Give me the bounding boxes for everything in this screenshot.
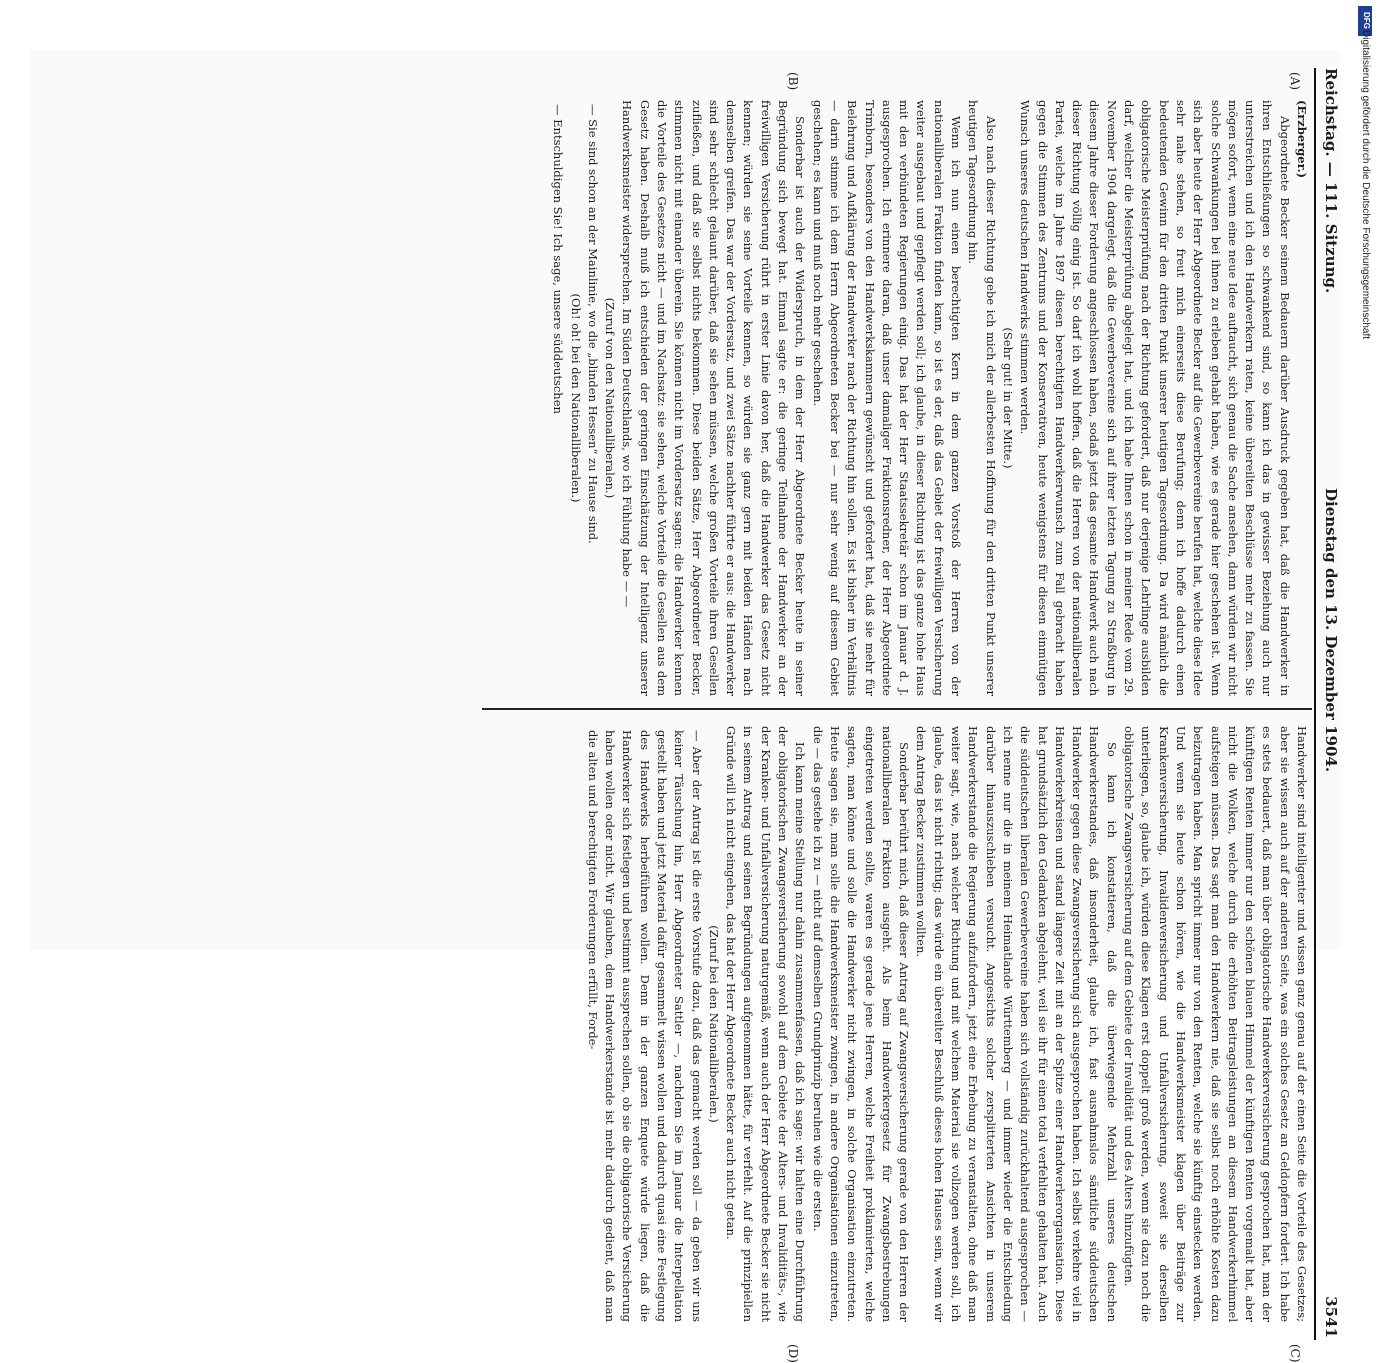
paragraph: Abgeordnete Becker seinem Bedauern darüber Ausdruck gegeben hat, daß die Handwerker in ihren Entschließungen so schwankend sind, so kann ich das in gewisser Beziehung auch nur unterstreichen und ich den Handwerkern raten, keine übereilten Beschlüsse mehr zu fassen. Sie mögen sofort, wenn eine neue Idee auftaucht, sich genau die Sache ansehen, dann würden wir nicht solche Schwankungen bei ihnen zu erleben gehabt haben, wie es gerade hier geschehen ist. Wenn sich aber heute der Herr Abgeordnete Becker auf die Gewerbevereine berufen hat, welche diese Idee sehr nahe stehen, so freut mich einerseits diese Berufung; denn ich hoffe dadurch einen bedeutenden Gewinn für den dritten Punkt unserer heutigen Tagesordnung. Da wird nämlich die obligatorische Meisterprüfung nach der Richtung gefordert, daß nur derjenige Lehrlinge ausbilden darf, welcher die Meisterprüfung abgelegt hat, und ich habe Ihnen schon in meiner Rede vom 29. November 1904 dargelegt, daß die Gewerbevereine sich auf ihrer letzten Tagung zu Straßburg in diesem Jahre dieser Forderung angeschlossen haben, sodaß jetzt das gesamte Handwerk auch nach dieser Richtung völlig einig ist. So darf ich wohl hoffen, daß die Herren von der nationalliberalen Partei, welche im Jahre 1897 diesen berechtigten Handwerkerwunsch zum Fall gebracht haben gegen die Stimmen des Zentrums und der Konservativen, heute wenigstens für diesen einmütigen Wunsch unseres deutschen Handwerks stimmen werden. (1018, 100, 1292, 696)
header-session: Reichstag. — 111. Sitzung. (1322, 68, 1340, 294)
paragraph: Ich kann meine Stellung nur dahin zusammenfassen, daß ich sage: wir halten eine Durchführung der obligatorischen Zwangsversicherung sowohl auf dem Gebiete der Alters- und Invaliditäts-, wie der Kranken- und Unfallversicherung naturgemäß, wenn auch der Herr Abgeordnete Becker sie nicht in seinem Antrag und seinen Begründungen aufgenommen hätte, für verfehlt. Auf die prinzipiellen Gründe will ich nicht eingehen, das hat der Herr Abgeordnete Becker auch nicht getan. (724, 726, 808, 1322)
margin-marker-b: (B) (786, 72, 800, 91)
paragraph: Sonderbar ist auch der Widerspruch, in dem der Herr Abgeordnete Becker heute in seiner Begründung sich bewegt hat. Einmal sagte er: die geringe Teilnahme der Handwerker an der freiwilligen Versicherung rührt in erster Linie davon her, daß die Handwerker das Gesetz nicht kennen; würden sie seine Vorteile kennen, so würden sie ganz gern mit beiden Händen nach demselben greifen. Das war der Vordersatz, und zwei Sätze nachher führte er aus: die Handwerker sind sehr schlecht gelaunt darüber, daß sie sehen müssen, welche großen Vorteile ihren Gesellen zufließen, und daß sie selbst nichts bekommen. Diese beiden Sätze, Herr Abgeordneter Becker, stimmen nicht mit einander überein. Sie können nicht im Vordersatz sagen: die Handwerker kennen die Vorteile des Gesetzes nicht — und im Nachsatz: sie sehen, welche Vorteile die Gesellen aus dem Gesetz haben. Deshalb muß ich entschieden der geringen Einschätzung der Intelligenz unserer Handwerksmeister widersprechen. Im Süden Deutschlands, wo ich Fühlung habe — — (620, 100, 808, 696)
printed-page (30, 50, 1340, 1363)
digitization-note (1357, 30, 1371, 930)
paragraph: Also nach dieser Richtung gebe ich mich der allerbesten Hoffnung für den dritten Punkt unserer heutigen Tagesordnung hin. (966, 100, 998, 696)
paragraph: — Aber der Antrag ist die erste Vorstufe dazu, daß das gemacht werden soll — da geben wir uns keiner Täuschung hin, Herr Abgeordneter Sattler —, nachdem Sie im Januar die Interpellation gestellt haben und jetzt Material dafür gesammelt wissen wollen und dadurch quasi eine Festlegung des Handwerks herbeiführen wollen. Denn in der ganzen Enquete würde liegen, daß die Handwerker sich festlegen und bestimmt aussprechen sollen, ob sie die obligatorische Versicherung haben wollen oder nicht. Wir glauben, dem Handwerkerstande ist mehr dadurch gedient, daß man die alten und berechtigten Forderungen erfüllt, Forde- (585, 730, 704, 1322)
speaker-name: (Erzberger.) (1295, 100, 1309, 179)
paragraph: Handwerker sind intelligenter und wissen ganz genau auf der einen Seite die Vorteile des Gesetzes; aber sie wissen auch auf der anderen Seite, was ein solches Gesetz an Geldopfern fordert. Ich habe es stets bedauert, daß man über obligatorische Handwerkerversicherung gesprochen hat, man der künftigen Renten immer nur den schönen blauen Himmel der künftigen Renten vorgemalt hat, aber nicht die Wolken, welche durch die erhöhten Beitragsleistungen an diesem Handwerkerhimmel aufsteigen müssen. Das sagt man den Handwerkern nie, daß sie selbst noch erhöhte Kosten dazu beizutragen haben. Man spricht immer nur von den Renten, welche sie künftig einstecken werden. Und wenn sie heute schon hören, wie die Handwerksmeister klagen über Beiträge zur Krankenversicherung, Invalidenversicherung und Unfallversicherung, soweit sie derselben unterliegen, so, glaube ich, würden diese Klagen erst doppelt groß werden, wenn sie dazu noch die obligatorische Zwangsversicherung auf dem Gebiete der Invalidität und des Alters hinzufügten. (1122, 726, 1309, 1322)
left-column (490, 100, 1310, 696)
margin-marker-c: (C) (1288, 1344, 1302, 1363)
interjection: (Zuruf bei den Nationalliberalen.) (706, 925, 721, 1123)
interjection: (Sehr gut! in der Mitte.) (1000, 327, 1015, 469)
paragraph: Wenn ich nun einen berechtigten Kern in dem ganzen Vorstoß der Herren von der nationalliberalen Fraktion finden kann, so ist es der, daß das Gebiet der freiwilligen Versicherung weiter ausgebaut und gepflegt werden soll; ich glaube, in dieser Richtung ist das ganze hohe Haus mit den verbündeten Regierungen einig. Das hat der Herr Staatssekretär schon im Januar d. J. ausgesprochen. Ich erinnere daran, daß unser damaliger Fraktionsredner, der Herr Abgeordnete Trimborn, besonders von den Handwerkskammern gewünscht und gefordert hat, daß sie mehr für Belehrung und Aufklärung der Handwerker nach der Richtung hin sollen. Es ist bisher im Verhältnis — darin stimme ich dem Herrn Abgeordneten Becker bei — nur sehr wenig auf diesem Gebiet geschehen; es kann und muß noch mehr geschehen. (810, 100, 964, 696)
header-date: Dienstag den 13. Dezember 1904. (1322, 488, 1340, 773)
margin-marker-a: (A) (1288, 72, 1302, 91)
right-column (490, 726, 1310, 1322)
paragraph: — Sie sind schon an der Mainlinie, wo die „blinden Hessen“ zu Hause sind. (585, 104, 600, 544)
interjection: (Oh! oh! bei den Nationalliberalen.) (568, 293, 583, 503)
page-header (1314, 68, 1340, 1338)
paragraph: So kann ich konstatieren, daß die überwiegende Mehrzahl unseres deutschen Handwerkerstandes, daß insonderheit, glaube ich, fast ausnahmslos sämtliche süddeutschen Handwerker gegen diese Zwangsversicherung sich ausgesprochen haben. Ich selbst verkehre viel in Handwerkerkreisen und stand längere Zeit mit an der Spitze einer Handwerkerorganisation. Diese hat grundsätzlich den Gedanken abgelehnt, weil sie ihr für einen total verfehlten gehalten hat. Auch die süddeutschen liberalen Gewerbevereine haben sich vollständig zurückhaltend ausgesprochen — ich nenne nur die in meinem Heimatlande Württemberg — und immer wieder die Entschiedung darüber hinauszuschieben versucht. Angesichts solcher zersplitterten Ansichten in unserem Handwerkerstande die Regierung aufzufordern, jetzt eine Erhebung zu veranstalten, ohne daß man weiter sagt, wie, nach welcher Richtung und mit welchem Material sie vollzogen werden soll, ich glaube, das ist nicht richtig; das würde ein übereilter Beschluß dieses hohen Hauses sein, wenn wir dem Antrag Becker zustimmen wollten. (914, 726, 1119, 1322)
dfg-logo-text: DFG (1362, 12, 1371, 29)
paragraph: — Entschuldigen Sie! Ich sage, unsere süddeutschen (551, 104, 566, 414)
paragraph: Sonderbar berührt mich, daß dieser Antrag auf Zwangsversicherung gerade von den Herren der nationalliberalen Fraktion ausgeht. Als beim Handwerkergesetz für Zwangsbestrebungen eingetreten werden sollte, waren es gerade jene Herren, welche Freiheit proklamierten, welche sagten, man könne und solle die Handwerker nicht zwingen, in solche Organisation einzutreten. Heute sagen sie, man solle die Handwerksmeister zwingen, in andere Organisationen einzutreten, die — das gestehe ich zu — nicht auf demselben Grundprinzip beruhen wie die ersten. (810, 726, 912, 1322)
header-rule (1314, 68, 1316, 1340)
digitization-note-text: Digitalisierung gefördert durch die Deutsche Forschungsgemeinschaft (1360, 30, 1371, 340)
column-divider (482, 708, 1312, 710)
page-number: 3541 (1322, 1296, 1340, 1338)
interjection: (Zuruf von den Nationalliberalen.) (603, 297, 618, 499)
margin-marker-d: (D) (786, 1344, 800, 1363)
